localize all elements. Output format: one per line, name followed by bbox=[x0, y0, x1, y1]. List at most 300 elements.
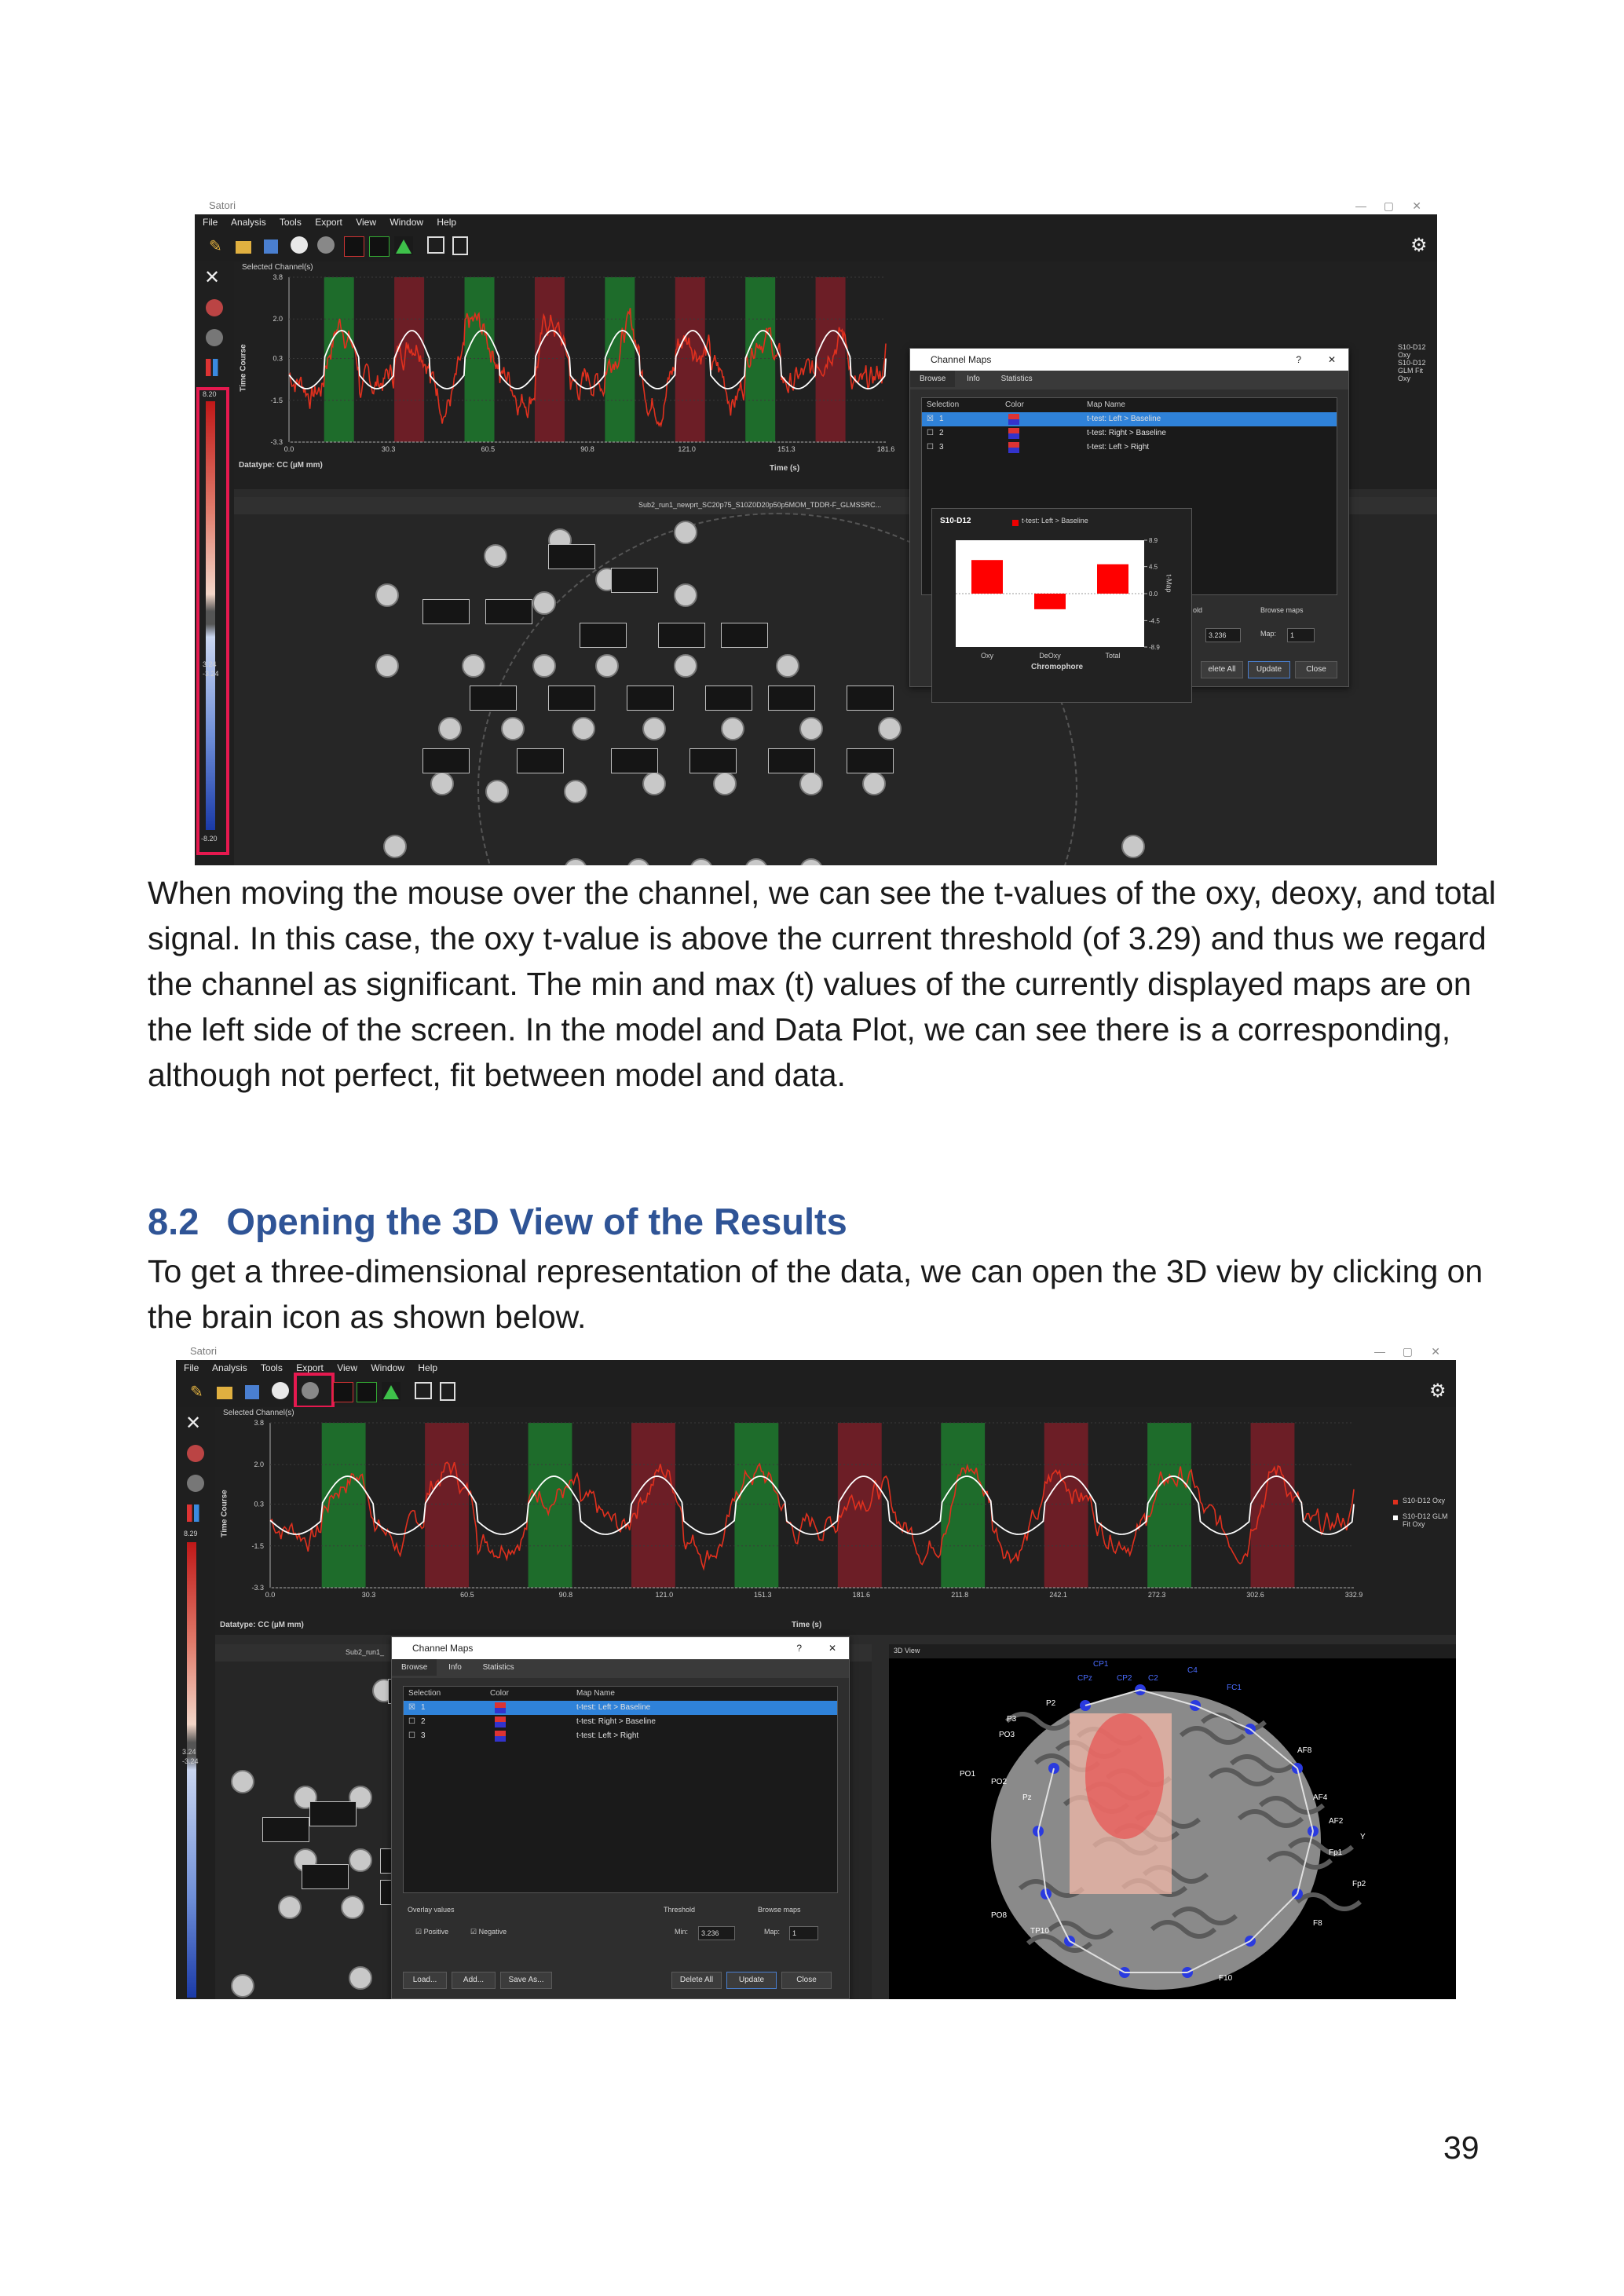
x-tick-label: 181.6 bbox=[852, 1591, 870, 1599]
tvalue-bar-chart bbox=[932, 509, 1191, 702]
document-icon[interactable] bbox=[440, 1382, 455, 1401]
dialog-close-icon[interactable]: ✕ bbox=[1327, 354, 1336, 365]
channel-node[interactable] bbox=[278, 1896, 302, 1919]
channel-node[interactable] bbox=[501, 717, 525, 740]
map-spinbox[interactable]: 1 bbox=[789, 1926, 818, 1940]
signal-red-icon[interactable] bbox=[344, 236, 364, 257]
channel-value-box[interactable] bbox=[262, 1817, 309, 1842]
condition-block bbox=[425, 1423, 469, 1588]
x-tick-label: 30.3 bbox=[361, 1591, 376, 1599]
popup-y-tick-label: 8.9 bbox=[1149, 537, 1158, 544]
document-icon[interactable] bbox=[452, 236, 468, 255]
header-map-name: Map Name bbox=[576, 1689, 615, 1698]
popup-y-tick-label: -4.5 bbox=[1149, 617, 1160, 625]
heading-title: Opening the 3D View of the Results bbox=[226, 1201, 847, 1242]
x-tick-label: 151.3 bbox=[754, 1591, 772, 1599]
row-selection: 3 bbox=[421, 1731, 426, 1740]
channel-node[interactable] bbox=[349, 1966, 372, 1990]
channel-node[interactable] bbox=[375, 583, 399, 607]
close-button[interactable]: Close bbox=[1295, 661, 1337, 678]
tab-info[interactable]: Info bbox=[967, 375, 980, 383]
popup-channel: S10-D12 bbox=[940, 517, 971, 525]
row-map-name: t-test: Left > Baseline bbox=[1087, 415, 1161, 423]
channel-node[interactable] bbox=[532, 591, 556, 615]
channel-node[interactable] bbox=[799, 772, 823, 795]
minimize-icon[interactable]: — bbox=[1355, 199, 1366, 212]
channel-node[interactable] bbox=[485, 780, 509, 803]
close-button[interactable]: Close bbox=[781, 1972, 832, 1989]
map-list bbox=[403, 1686, 838, 1893]
map-row[interactable] bbox=[922, 412, 1337, 426]
list-header bbox=[404, 1687, 837, 1701]
channel-node[interactable] bbox=[430, 772, 454, 795]
y-axis-label: Time Course bbox=[239, 344, 248, 392]
x-tick-label: 121.0 bbox=[655, 1591, 674, 1599]
legend-fit: S10-D12 GLM Fit Oxy bbox=[1398, 359, 1426, 382]
condition-block bbox=[816, 277, 846, 442]
electrode-label: C2 bbox=[1148, 1674, 1158, 1683]
datatype-label: Datatype: CC (µM mm) bbox=[220, 1621, 304, 1629]
toolbar bbox=[195, 230, 1437, 262]
heading-number: 8.2 bbox=[148, 1201, 199, 1242]
close-icon[interactable]: ✕ bbox=[1431, 1345, 1440, 1358]
popup-y-tick-label: 4.5 bbox=[1149, 563, 1158, 571]
electrode-label: PO8 bbox=[991, 1911, 1008, 1920]
x-tick-label: 332.9 bbox=[1344, 1591, 1363, 1599]
electrode-label: CPz bbox=[1077, 1674, 1092, 1683]
row-checkbox[interactable]: ☒ bbox=[927, 415, 934, 423]
min-value-input[interactable]: 3.236 bbox=[698, 1926, 735, 1940]
left-sidebar bbox=[176, 1407, 215, 1999]
colorbar bbox=[187, 1542, 196, 1998]
header-map-name: Map Name bbox=[1087, 400, 1125, 409]
popup-bar bbox=[1097, 565, 1128, 594]
electrode-label: Fp2 bbox=[1352, 1880, 1366, 1888]
map-title: Sub2_run1_ bbox=[346, 1648, 385, 1656]
channel-node[interactable] bbox=[349, 1848, 372, 1872]
settings-gears-icon[interactable]: ⚙ bbox=[1429, 1380, 1447, 1402]
channel-value-box[interactable] bbox=[422, 599, 470, 624]
menu-export[interactable]: Export bbox=[315, 217, 342, 228]
popup-category-label: DeOxy bbox=[1039, 652, 1061, 660]
x-tick-label: 90.8 bbox=[580, 445, 594, 453]
colorbar-mid-top: 3.24 bbox=[203, 660, 217, 668]
signal-red-icon[interactable] bbox=[333, 1382, 353, 1402]
colorbar-mid-bottom: -3.24 bbox=[182, 1757, 199, 1765]
sphere-icon[interactable] bbox=[291, 236, 308, 254]
y-tick-label: 2.0 bbox=[254, 1461, 264, 1469]
row-color-swatch bbox=[1008, 442, 1019, 453]
channel-node[interactable] bbox=[231, 1770, 254, 1793]
dialog-tabs bbox=[910, 371, 1348, 389]
activation-hotspot bbox=[1085, 1713, 1164, 1839]
channel-tvalue-popup bbox=[931, 508, 1192, 703]
overlay-values-label: Overlay values bbox=[408, 1906, 455, 1914]
positive-checkbox[interactable]: ☑ Positive bbox=[415, 1928, 449, 1936]
channel-node[interactable] bbox=[484, 544, 507, 568]
y-tick-label: 2.0 bbox=[272, 315, 283, 324]
condition-block bbox=[324, 277, 354, 442]
row-selection: 2 bbox=[939, 429, 944, 437]
brain-3d-render[interactable] bbox=[889, 1658, 1456, 1999]
legend-oxy: S10-D12 Oxy bbox=[1403, 1497, 1446, 1504]
close-icon[interactable]: ✕ bbox=[1412, 199, 1421, 212]
colorbar-max: 8.29 bbox=[184, 1530, 198, 1537]
menu-bar bbox=[176, 1360, 1456, 1376]
positive-label: Positive bbox=[423, 1928, 449, 1936]
tab-browse[interactable]: Browse bbox=[910, 371, 955, 387]
header-selection: Selection bbox=[408, 1689, 441, 1698]
row-map-name: t-test: Left > Right bbox=[1087, 443, 1150, 452]
condition-block bbox=[745, 277, 775, 442]
menu-export[interactable]: Export bbox=[296, 1362, 324, 1373]
brain-map-icon[interactable] bbox=[187, 1445, 204, 1462]
channel-value-box[interactable] bbox=[517, 748, 564, 773]
legend-fit-swatch bbox=[1393, 1515, 1398, 1520]
x-tick-label: 30.3 bbox=[381, 445, 396, 453]
channel-node[interactable] bbox=[1121, 835, 1145, 858]
menu-analysis[interactable]: Analysis bbox=[212, 1362, 247, 1373]
channel-node[interactable] bbox=[595, 654, 619, 678]
wand-icon[interactable]: ✎ bbox=[190, 1384, 203, 1401]
map-row[interactable] bbox=[404, 1701, 837, 1715]
x-tick-label: 211.8 bbox=[951, 1591, 969, 1599]
channel-value-box[interactable] bbox=[548, 544, 595, 569]
channel-node[interactable] bbox=[642, 717, 666, 740]
x-tick-label: 242.1 bbox=[1049, 1591, 1067, 1599]
y-tick-label: -1.5 bbox=[251, 1541, 264, 1550]
left-sidebar bbox=[195, 261, 234, 865]
popup-bar bbox=[971, 560, 1003, 594]
x-tick-label: 0.0 bbox=[265, 1591, 276, 1599]
dialog-title: Channel Maps bbox=[931, 354, 992, 365]
y-tick-label: 0.3 bbox=[254, 1500, 264, 1508]
channel-node[interactable] bbox=[713, 772, 737, 795]
menu-analysis[interactable]: Analysis bbox=[231, 217, 266, 228]
menu-file[interactable]: File bbox=[203, 217, 218, 228]
y-axis-label: Time Course bbox=[220, 1490, 229, 1537]
folder-icon[interactable] bbox=[236, 241, 251, 254]
channel-node[interactable] bbox=[721, 717, 744, 740]
electrode-label: Y bbox=[1360, 1833, 1366, 1841]
channel-node[interactable] bbox=[674, 583, 697, 607]
delete-all-button[interactable]: elete All bbox=[1201, 661, 1243, 678]
condition-block bbox=[465, 277, 495, 442]
figure-1-screenshot bbox=[195, 197, 1437, 865]
brain-icon[interactable] bbox=[317, 236, 335, 254]
y-tick-label: 0.3 bbox=[272, 354, 283, 363]
menu-tools[interactable]: Tools bbox=[260, 1362, 283, 1373]
row-selection: 3 bbox=[939, 443, 944, 452]
channel-value-box[interactable] bbox=[470, 686, 517, 711]
channel-value-box[interactable] bbox=[847, 748, 894, 773]
menu-tools[interactable]: Tools bbox=[279, 217, 302, 228]
popup-x-label: Chromophore bbox=[1031, 663, 1084, 671]
colorbar-mid-top: 3.24 bbox=[182, 1748, 196, 1756]
map-title: Sub2_run1_newprt_SC20p75_S10Z0D20p50p5MOM_TDDR-F_GLMSSRC... bbox=[638, 501, 882, 509]
menu-window[interactable]: Window bbox=[390, 217, 424, 228]
electrode-label: AF8 bbox=[1297, 1746, 1312, 1755]
electrode-label: CP2 bbox=[1117, 1674, 1132, 1683]
channel-node[interactable] bbox=[776, 654, 799, 678]
maximize-icon[interactable]: ▢ bbox=[1402, 1345, 1413, 1358]
menu-window[interactable]: Window bbox=[371, 1362, 405, 1373]
channel-node[interactable] bbox=[799, 717, 823, 740]
electrode-label: FC1 bbox=[1227, 1684, 1242, 1692]
update-button[interactable]: Update bbox=[1248, 661, 1290, 678]
electrode-label: PO2 bbox=[991, 1778, 1008, 1786]
y-tick-label: -3.3 bbox=[251, 1584, 264, 1592]
x-tick-label: 302.6 bbox=[1246, 1591, 1264, 1599]
dialog-title: Channel Maps bbox=[412, 1643, 474, 1654]
channel-node[interactable] bbox=[532, 654, 556, 678]
row-color-swatch bbox=[1008, 414, 1019, 425]
map-label: Map: bbox=[1260, 630, 1277, 638]
view3d-label: 3D View bbox=[894, 1647, 920, 1654]
load-button[interactable]: Load... bbox=[403, 1972, 447, 1989]
channel-value-box[interactable] bbox=[768, 748, 815, 773]
x-tick-label: 60.5 bbox=[460, 1591, 474, 1599]
min-value-input[interactable]: 3.236 bbox=[1205, 628, 1241, 642]
channel-value-box[interactable] bbox=[422, 748, 470, 773]
wand-icon[interactable]: ✎ bbox=[209, 238, 222, 255]
x-tick-label: 181.6 bbox=[876, 445, 895, 453]
map-row[interactable] bbox=[404, 1715, 837, 1729]
map-spinbox[interactable]: 1 bbox=[1287, 628, 1315, 642]
window-title: Satori bbox=[190, 1345, 217, 1357]
selected-channel-label: Selected Channel(s) bbox=[242, 263, 313, 272]
legend-oxy: S10-D12 Oxy bbox=[1398, 343, 1426, 359]
x-axis-label: Time (s) bbox=[792, 1621, 822, 1629]
x-tick-label: 0.0 bbox=[283, 445, 294, 453]
dialog-title-bar bbox=[392, 1637, 849, 1659]
channel-node[interactable] bbox=[572, 717, 595, 740]
header-selection: Selection bbox=[927, 400, 960, 409]
dialog-title-bar bbox=[910, 349, 1348, 371]
electrode-label: F8 bbox=[1313, 1919, 1322, 1928]
channel-node[interactable] bbox=[674, 521, 697, 544]
row-checkbox[interactable]: ☐ bbox=[927, 429, 934, 437]
channel-value-box[interactable] bbox=[768, 686, 815, 711]
channel-node[interactable] bbox=[462, 654, 485, 678]
electrode-label: PO1 bbox=[960, 1770, 976, 1779]
menu-help[interactable]: Help bbox=[437, 217, 457, 228]
channel-node[interactable] bbox=[564, 780, 587, 803]
row-map-name: t-test: Right > Baseline bbox=[576, 1717, 656, 1726]
condition-block bbox=[941, 1423, 985, 1588]
dialog-close-icon[interactable]: ✕ bbox=[828, 1643, 836, 1654]
selected-channel-label: Selected Channel(s) bbox=[223, 1409, 294, 1417]
row-checkbox[interactable]: ☒ bbox=[408, 1703, 415, 1712]
channel-node[interactable] bbox=[642, 772, 666, 795]
channel-value-box[interactable] bbox=[302, 1864, 349, 1889]
signal-green-icon[interactable] bbox=[357, 1382, 377, 1402]
electrode-label: AF4 bbox=[1313, 1793, 1328, 1802]
row-checkbox[interactable]: ☐ bbox=[927, 443, 934, 452]
channel-maps-dialog bbox=[391, 1636, 850, 1999]
threshold-label: Threshold bbox=[664, 1906, 696, 1914]
minimize-icon[interactable]: — bbox=[1374, 1345, 1385, 1358]
bars-icon[interactable] bbox=[187, 1504, 204, 1522]
window-title: Satori bbox=[209, 199, 236, 211]
channel-value-box[interactable] bbox=[580, 623, 627, 648]
x-axis-label: Time (s) bbox=[770, 464, 800, 473]
legend-fit: S10-D12 GLM Fit Oxy bbox=[1403, 1512, 1448, 1528]
channel-value-box[interactable] bbox=[658, 623, 705, 648]
electrode-label: AF2 bbox=[1329, 1817, 1344, 1826]
help-icon[interactable]: ? bbox=[796, 1643, 802, 1654]
condition-block bbox=[529, 1423, 572, 1588]
hierarchy-icon[interactable] bbox=[427, 236, 444, 254]
row-selection: 1 bbox=[421, 1703, 426, 1712]
peak-glyph bbox=[382, 1382, 401, 1401]
channel-node[interactable] bbox=[383, 835, 407, 858]
popup-bar bbox=[1034, 594, 1066, 609]
electrode-label: F10 bbox=[1219, 1974, 1233, 1983]
row-checkbox[interactable]: ☐ bbox=[408, 1717, 415, 1726]
y-tick-label: -1.5 bbox=[270, 396, 283, 404]
tab-browse[interactable]: Browse bbox=[392, 1659, 437, 1676]
electrode-label: PO3 bbox=[999, 1731, 1015, 1739]
brain-map-icon[interactable] bbox=[206, 299, 223, 316]
bars-icon[interactable] bbox=[206, 359, 223, 376]
x-tick-label: 121.0 bbox=[678, 445, 696, 453]
row-selection: 1 bbox=[939, 415, 944, 423]
channel-value-box[interactable] bbox=[548, 686, 595, 711]
folder-icon[interactable] bbox=[217, 1387, 232, 1399]
figure-2-screenshot bbox=[176, 1343, 1456, 1999]
condition-block bbox=[535, 277, 565, 442]
channel-value-box[interactable] bbox=[611, 568, 658, 593]
min-label: Min: bbox=[675, 1928, 689, 1936]
view-3d-panel bbox=[889, 1644, 1456, 1999]
add-button[interactable]: Add... bbox=[452, 1972, 496, 1989]
brain-icon-highlight bbox=[294, 1373, 335, 1409]
tools-icon[interactable]: ✕ bbox=[204, 267, 221, 288]
row-selection: 2 bbox=[421, 1717, 426, 1726]
dialog-tabs bbox=[392, 1659, 849, 1678]
x-tick-label: 90.8 bbox=[558, 1591, 573, 1599]
x-tick-label: 151.3 bbox=[777, 445, 796, 453]
condition-block bbox=[1251, 1423, 1295, 1588]
channel-node[interactable] bbox=[231, 1974, 254, 1998]
negative-checkbox[interactable]: ☑ Negative bbox=[470, 1928, 507, 1936]
save-icon[interactable] bbox=[245, 1385, 259, 1399]
brain-small-icon[interactable] bbox=[206, 329, 223, 346]
condition-block bbox=[1147, 1423, 1191, 1588]
row-map-name: t-test: Right > Baseline bbox=[1087, 429, 1166, 437]
channel-node[interactable] bbox=[341, 1896, 364, 1919]
map-label: Map: bbox=[764, 1928, 781, 1936]
tab-statistics[interactable]: Statistics bbox=[482, 1663, 514, 1672]
channel-node[interactable] bbox=[862, 772, 886, 795]
condition-block bbox=[734, 1423, 778, 1588]
sphere-icon[interactable] bbox=[272, 1382, 289, 1399]
menu-view[interactable]: View bbox=[337, 1362, 358, 1373]
delete-all-button[interactable]: Delete All bbox=[671, 1972, 722, 1989]
channel-node[interactable] bbox=[438, 717, 462, 740]
channel-value-box[interactable] bbox=[309, 1801, 357, 1826]
toolbar bbox=[176, 1376, 1456, 1408]
hierarchy-icon[interactable] bbox=[415, 1382, 432, 1399]
colorbar bbox=[206, 401, 215, 830]
datatype-label: Datatype: CC (µM mm) bbox=[239, 461, 323, 470]
menu-view[interactable]: View bbox=[356, 217, 377, 228]
row-map-name: t-test: Left > Right bbox=[576, 1731, 639, 1740]
update-button[interactable]: Update bbox=[726, 1972, 777, 1989]
channel-value-box[interactable] bbox=[847, 686, 894, 711]
menu-bar bbox=[195, 214, 1437, 230]
channel-node[interactable] bbox=[878, 717, 902, 740]
brain-gyrus bbox=[1297, 1895, 1360, 1909]
channel-value-box[interactable] bbox=[705, 686, 752, 711]
popup-y-tick-label: -8.9 bbox=[1149, 644, 1160, 651]
electrode-label: P3 bbox=[1007, 1715, 1017, 1724]
electrode-label: C4 bbox=[1187, 1666, 1198, 1675]
save-icon[interactable] bbox=[264, 239, 278, 254]
oxy-signal-trace bbox=[289, 308, 886, 426]
row-color-swatch bbox=[495, 1702, 506, 1713]
popup-category-label: Total bbox=[1105, 652, 1121, 660]
channel-value-box[interactable] bbox=[611, 748, 658, 773]
section-heading bbox=[148, 1200, 847, 1243]
menu-help[interactable]: Help bbox=[418, 1362, 438, 1373]
settings-gears-icon[interactable]: ⚙ bbox=[1410, 235, 1428, 256]
tools-icon[interactable]: ✕ bbox=[185, 1413, 202, 1434]
channel-value-box[interactable] bbox=[689, 748, 737, 773]
popup-category-label: Oxy bbox=[980, 652, 994, 660]
map-row[interactable] bbox=[922, 426, 1337, 441]
map-row[interactable] bbox=[922, 441, 1337, 455]
colorbar-max: 8.20 bbox=[203, 390, 217, 398]
peak-icon[interactable] bbox=[382, 1382, 401, 1401]
time-course-panel bbox=[215, 1407, 1456, 1635]
brain-small-icon[interactable] bbox=[187, 1475, 204, 1492]
peak-icon[interactable] bbox=[394, 236, 413, 255]
maximize-icon[interactable]: ▢ bbox=[1383, 199, 1394, 212]
map-row[interactable] bbox=[404, 1729, 837, 1743]
legend-oxy-swatch bbox=[1393, 1500, 1398, 1504]
y-tick-label: -3.3 bbox=[270, 438, 283, 446]
tab-statistics[interactable]: Statistics bbox=[1000, 375, 1033, 383]
electrode-label: Fp1 bbox=[1329, 1848, 1343, 1857]
x-tick-label: 60.5 bbox=[481, 445, 496, 453]
channel-node[interactable] bbox=[375, 654, 399, 678]
help-icon[interactable]: ? bbox=[1296, 354, 1301, 365]
row-color-swatch bbox=[495, 1717, 506, 1727]
electrode-label: TP10 bbox=[1030, 1927, 1049, 1936]
header-color: Color bbox=[1005, 400, 1024, 409]
signal-green-icon[interactable] bbox=[369, 236, 390, 257]
channel-value-box[interactable] bbox=[627, 686, 674, 711]
list-header bbox=[922, 398, 1337, 412]
channel-value-box[interactable] bbox=[721, 623, 768, 648]
window-title-bar bbox=[195, 197, 1437, 214]
threshold-label: old bbox=[1193, 606, 1203, 614]
row-checkbox[interactable]: ☐ bbox=[408, 1731, 415, 1740]
channel-node[interactable] bbox=[674, 654, 697, 678]
menu-file[interactable]: File bbox=[184, 1362, 199, 1373]
browse-maps-label: Browse maps bbox=[758, 1906, 801, 1914]
electrode-label: P2 bbox=[1046, 1699, 1056, 1708]
channel-value-box[interactable] bbox=[485, 599, 532, 624]
condition-block bbox=[1044, 1423, 1088, 1588]
view3d-header bbox=[889, 1644, 1456, 1658]
y-tick-label: 3.8 bbox=[254, 1419, 264, 1427]
tab-info[interactable]: Info bbox=[448, 1663, 462, 1672]
electrode-label: CP1 bbox=[1093, 1660, 1109, 1669]
save-as-button[interactable]: Save As... bbox=[500, 1972, 552, 1989]
